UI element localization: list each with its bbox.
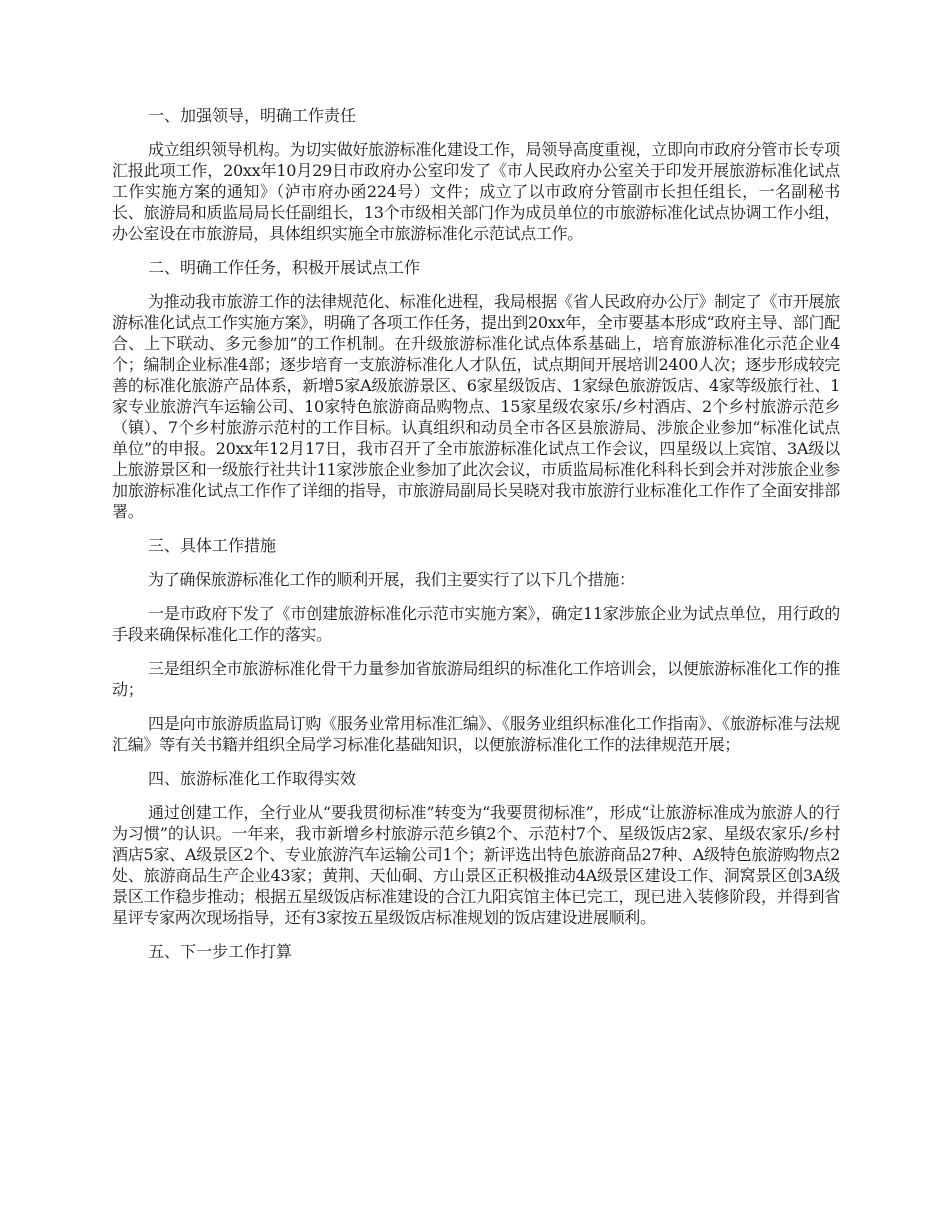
paragraph-results: 通过创建工作，全行业从“要我贯彻标准”转变为“我要贯彻标准”，形成“让旅游标准成为旅游人的行为习惯”的认识。一年来，我市新增乡村旅游示范乡镇2个、示范村7个、星级饭店2家、星级农家乐/乡村酒店5家、A级景区2个、专业旅游汽车运输公司1个；新评选出特色旅游商品27种、A级特色旅游购物点2处、旅游商品生产企业43家；黄荆、天仙硐、方山景区正积极推动4A级景区建设工作、洞窝景区创3A级景区工作稳步推动；根据五星级饭店标准建设的合江九阳宾馆主体已完工，现已进入装修阶段，并得到省星评专家两次现场指导，还有3家按五星级饭店标准规划的饭店建设进展顺利。 (112, 803, 840, 927)
section-heading-5: 五、下一步工作打算 (148, 942, 293, 961)
paragraph-measure-4: 四是向市旅游质监局订购《服务业常用标准汇编》、《服务业组织标准化工作指南》、《旅游标准与法规汇编》等有关书籍并组织全局学习标准化基础知识，以便旅游标准化工作的法律规范开展； (112, 714, 840, 754)
paragraph-measure-1: 一是市政府下发了《市创建旅游标准化示范市实施方案》，确定11家涉旅企业为试点单位，用行政的手段来确保标准化工作的落实。 (112, 604, 840, 644)
paragraph-measure-3: 三是组织全市旅游标准化骨干力量参加省旅游局组织的标准化工作培训会，以便旅游标准化工作的推动； (112, 659, 840, 699)
paragraph-tasks: 为推动我市旅游工作的法律规范化、标准化进程，我局根据《省人民政府办公厅》制定了《市开展旅游标准化试点工作实施方案》，明确了各项工作任务，提出到20xx年，全市要基本形成“政府主导、部门配合、上下联动、多元参加”的工作机制。在升级旅游标准化试点体系基础上，培育旅游标准化示范企业4个；编制企业标准4部；逐步培育一支旅游标准化人才队伍，试点期间开展培训2400人次；逐步形成较完善的标准化旅游产品体系，新增5家A级旅游景区、6家星级饭店、1家绿色旅游饭店、4家等级旅行社、1家专业旅游汽车运输公司、10家特色旅游商品购物点、15家星级农家乐/乡村酒店、2个乡村旅游示范乡（镇）、7个乡村旅游示范村的工作目标。认真组织和动员全市各区县旅游局、涉旅企业参加“标准化试点单位”的申报。20xx年12月17日，我市召开了全市旅游标准化试点工作会议，四星级以上宾馆、3A级以上旅游景区和一级旅行社共计11家涉旅企业参加了此次会议，市质监局标准化科科长到会并对涉旅企业参加旅游标准化试点工作作了详细的指导，市旅游局副局长吴晓对我市旅游行业标准化工作作了全面安排部署。 (112, 292, 840, 521)
document-body (112, 105, 840, 975)
section-heading-3: 三、具体工作措施 (148, 536, 277, 555)
paragraph-leadership: 成立组织领导机构。为切实做好旅游标准化建设工作，局领导高度重视，立即向市政府分管市长专项汇报此项工作，20xx年10月29日市政府办公室印发了《市人民政府办公室关于印发开展旅游标准化试点工作实施方案的通知》（泸市府办函224号）文件；成立了以市政府分管副市长担任组长，一名副秘书长、旅游局和质监局局长任副组长，13个市级相关部门作为成员单位的市旅游标准化试点协调工作小组，办公室设在市旅游局，具体组织实施全市旅游标准化示范试点工作。 (112, 140, 840, 243)
section-heading-4: 四、旅游标准化工作取得实效 (148, 769, 357, 788)
paragraph-measures-intro: 为了确保旅游标准化工作的顺利开展，我们主要实行了以下几个措施： (148, 570, 635, 589)
section-heading-2: 二、明确工作任务，积极开展试点工作 (148, 258, 421, 277)
section-heading-1: 一、加强领导，明确工作责任 (148, 106, 357, 125)
